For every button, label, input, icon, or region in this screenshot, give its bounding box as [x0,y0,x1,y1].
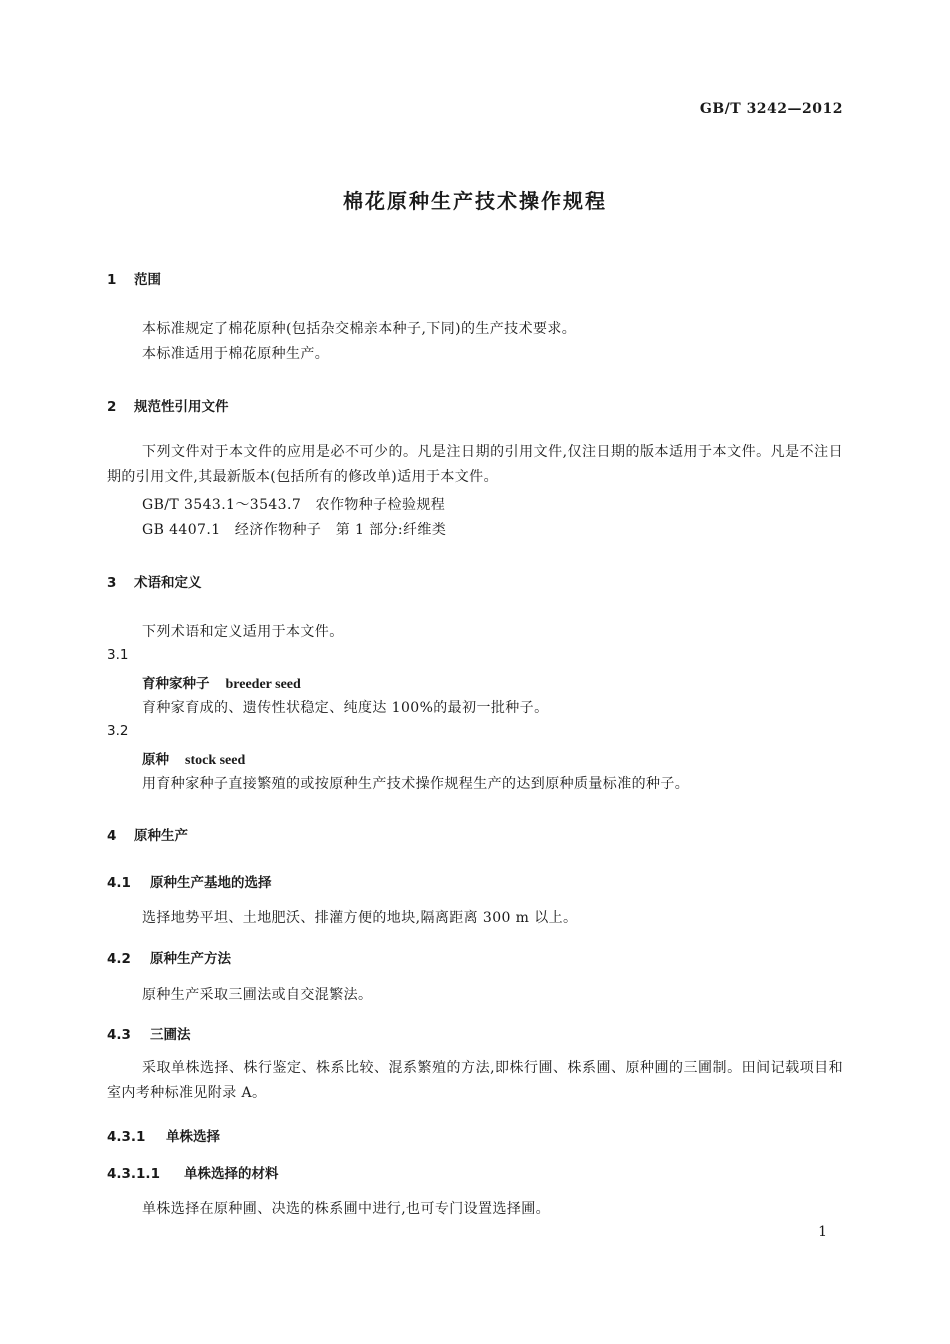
subsection-4-3-heading [107,1023,191,1043]
paragraph: 下列文件对于本文件的应用是必不可少的。凡是注日期的引用文件,仅注日期的版本适用于本文件。凡是不注日期的引用文件,其最新版本(包括所有的修改单)适用于本文件。 [107,444,843,485]
term-en: breeder seed [225,677,301,692]
term-zh: 育种家种子 [142,676,210,692]
section-1-heading [107,268,161,288]
paragraph: 单株选择在原种圃、决选的株系圃中进行,也可专门设置选择圃。 [142,1201,551,1217]
term-number: 3.2 [107,723,129,739]
term-zh: 原种 [142,752,169,768]
reference-item: GB 4407.1 经济作物种子 第 1 部分:纤维类 [142,522,447,538]
document-title: 棉花原种生产技术操作规程 [343,189,607,213]
section-3-heading [107,571,202,591]
reference-item: GB/T 3543.1～3543.7 农作物种子检验规程 [142,497,446,513]
subsection-4-3-1-heading [107,1125,220,1145]
paragraph: 本标准规定了棉花原种(包括杂交棉亲本种子,下同)的生产技术要求。 [142,321,577,337]
section-number: 4.3.1 [107,1129,146,1145]
section-number: 2 [107,399,117,415]
section-number: 4.3.1.1 [107,1166,160,1182]
section-title: 规范性引用文件 [134,399,229,415]
section-number: 4.3 [107,1027,131,1043]
term-name [142,672,301,693]
term-definition: 用育种家种子直接繁殖的或按原种生产技术操作规程生产的达到原种质量标准的种子。 [142,776,690,792]
section-number: 4 [107,828,117,844]
term-name [142,748,245,769]
section-title: 原种生产方法 [150,951,231,967]
page-number: 1 [818,1224,827,1240]
paragraph: 原种生产采取三圃法或自交混繁法。 [142,987,373,1003]
section-4-heading [107,824,188,844]
section-title: 三圃法 [150,1027,191,1043]
subsection-4-2-heading [107,947,231,967]
section-number: 1 [107,272,117,288]
paragraph: 本标准适用于棉花原种生产。 [142,346,330,362]
standard-number: GB/T 3242—2012 [699,101,843,117]
paragraph: 采取单株选择、株行鉴定、株系比较、混系繁殖的方法,即株行圃、株系圃、原种圃的三圃制。田间记载项目和室内考种标准见附录 A。 [107,1060,843,1101]
term-number: 3.1 [107,647,129,663]
term-definition: 育种家育成的、遗传性状稳定、纯度达 100%的最初一批种子。 [142,700,549,716]
section-title: 单株选择 [166,1129,220,1145]
section-number: 3 [107,575,117,591]
section-title: 术语和定义 [134,575,202,591]
paragraph: 下列术语和定义适用于本文件。 [142,624,344,640]
section-title: 原种生产基地的选择 [150,875,272,891]
term-en: stock seed [185,753,246,768]
subsection-4-1-heading [107,871,272,891]
section-title: 范围 [134,272,161,288]
section-2-heading [107,395,229,415]
section-number: 4.1 [107,875,131,891]
section-title: 原种生产 [134,828,188,844]
subsection-4-3-1-1-heading [107,1162,279,1182]
section-number: 4.2 [107,951,131,967]
section-title: 单株选择的材料 [184,1166,279,1182]
paragraph: 选择地势平坦、土地肥沃、排灌方便的地块,隔离距离 300 m 以上。 [142,910,578,926]
